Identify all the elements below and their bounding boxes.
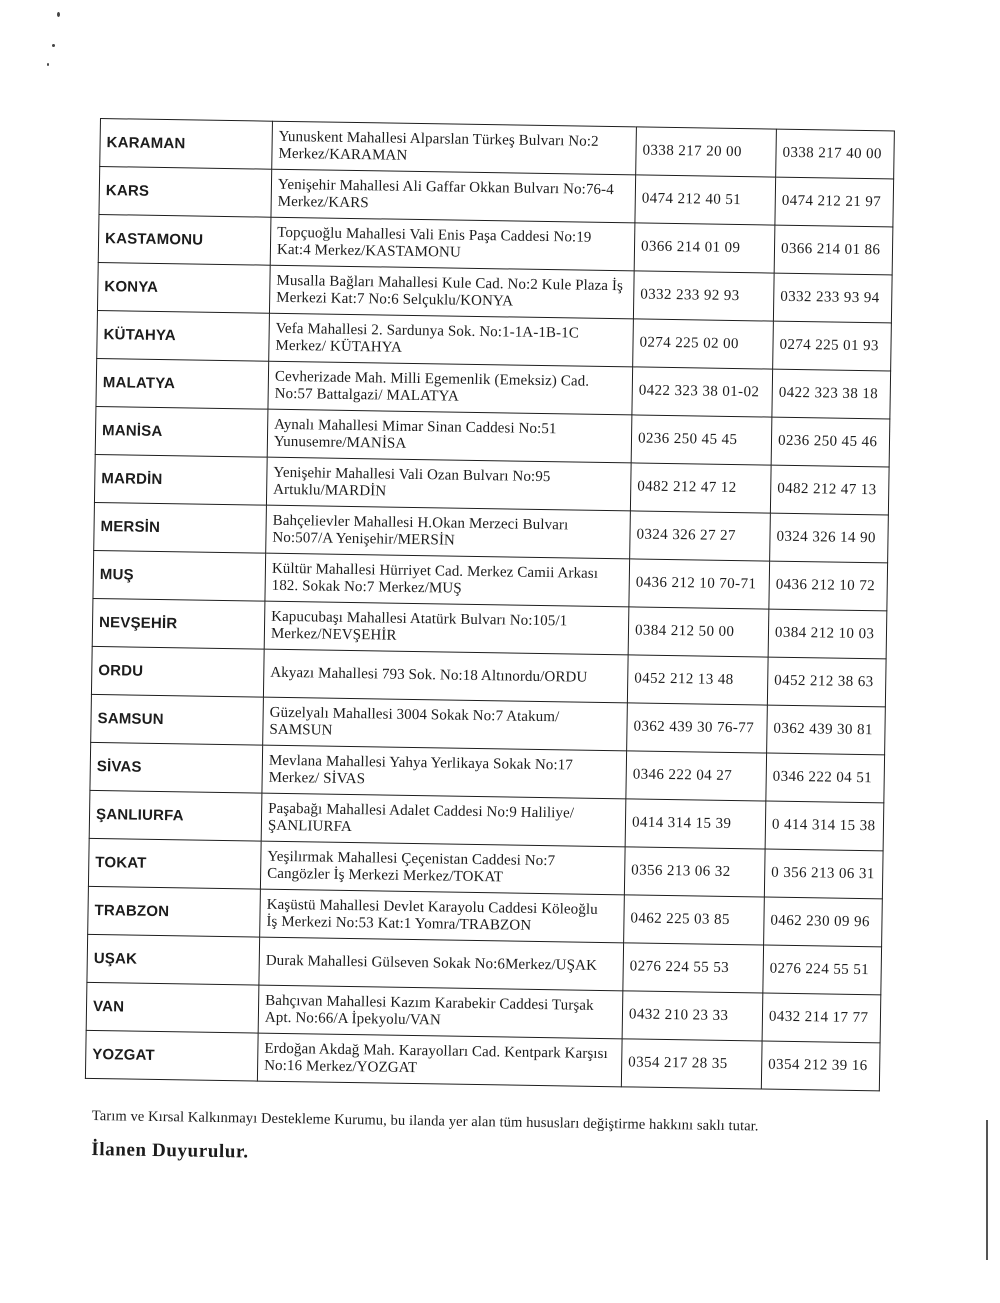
province-cell [93, 550, 266, 601]
province-cell [99, 167, 272, 218]
fax-cell [765, 801, 884, 851]
province-cell [91, 694, 264, 745]
address-line-2: Cangözler İş Merkezi Merkez/TOKAT [267, 865, 504, 885]
address-line-1: Erdoğan Akdağ Mah. Karayolları Cad. Kentpark Karşısı [264, 1040, 608, 1062]
province-name: MANİSA [101, 422, 163, 441]
province-name: ORDU [98, 662, 144, 680]
phone-cell [624, 895, 765, 945]
fax-number: 0362 439 30 81 [773, 720, 873, 739]
address-cell [270, 217, 635, 271]
address-cell [260, 889, 625, 943]
fax-cell [762, 993, 881, 1043]
fax-cell [767, 657, 886, 707]
fax-cell [770, 513, 889, 563]
address-line-1: Cevherizade Mah. Milli Egemenlik (Emeksiz) Cad. [274, 368, 590, 390]
address-cell [258, 985, 623, 1039]
phone-cell [633, 319, 774, 369]
fax-cell [767, 705, 886, 755]
phone-number: 0276 224 55 53 [629, 958, 730, 976]
address-line-2: Merkez/KARAMAN [278, 145, 408, 164]
address-line-2: Merkezi Kat:7 No:6 Selçuklu/KONYA [276, 289, 514, 310]
phone-cell [633, 271, 774, 321]
address-line-1: Topçuoğlu Mahallesi Vali Enis Paşa Caddesi No:19 [277, 224, 592, 246]
province-name: ŞANLIURFA [95, 806, 184, 825]
province-cell [100, 119, 273, 170]
address-cell [260, 841, 625, 895]
address-cell [272, 121, 637, 175]
fax-number: 0366 214 01 86 [780, 240, 881, 259]
phone-number: 0324 326 27 27 [636, 526, 736, 545]
fax-number: 0384 212 10 03 [774, 624, 875, 643]
phone-cell [630, 511, 771, 561]
address-line-1: Aynalı Mahallesi Mimar Sinan Caddesi No:51 [274, 416, 557, 437]
phone-number: 0384 212 50 00 [634, 622, 735, 641]
fax-number: 0462 230 09 96 [770, 912, 870, 931]
province-cell [98, 214, 271, 265]
address-cell [261, 793, 626, 847]
phone-number: 0452 212 13 48 [634, 670, 734, 689]
fax-number: 0354 212 39 16 [768, 1056, 868, 1075]
address-line-2: SAMSUN [269, 721, 333, 739]
scan-speck [47, 63, 49, 66]
address-cell [269, 313, 634, 367]
fax-cell [764, 897, 883, 947]
province-name: KARAMAN [106, 134, 186, 153]
phone-cell [629, 559, 770, 609]
phone-cell [623, 943, 764, 993]
phone-cell [630, 463, 771, 513]
fax-number: 0474 212 21 97 [781, 192, 882, 211]
phone-cell [628, 607, 769, 657]
scan-speck [57, 12, 60, 17]
fax-cell [771, 417, 890, 467]
fax-number: 0452 212 38 63 [774, 672, 874, 691]
address-line-2: No:16 Merkez/YOZGAT [264, 1057, 418, 1076]
office-table-container [85, 118, 912, 1092]
phone-number: 0338 217 20 00 [642, 142, 743, 161]
fax-cell [769, 561, 888, 611]
fax-number: 0346 222 04 51 [772, 768, 873, 787]
province-name: MUŞ [99, 566, 134, 584]
phone-number: 0332 233 92 93 [640, 286, 740, 305]
phone-cell [632, 367, 773, 417]
address-line-1: Mevlana Mahallesi Yahya Yerlikaya Sokak No:17 [268, 752, 574, 774]
address-line-2: ŞANLIURFA [267, 817, 352, 835]
address-line-1: Yenişehir Mahallesi Vali Ozan Bulvarı No:95 [273, 464, 551, 485]
footer-note: Tarım ve Kırsal Kalkınmayı Destekleme Kurumu, bu ilanda yer alan tüm hususları değiştirme hakkını saklı tutar. [91, 1108, 759, 1135]
phone-number: 0422 323 38 01-02 [638, 382, 760, 401]
fax-number: 0482 212 47 13 [777, 480, 877, 499]
province-cell [94, 454, 267, 505]
address-line-2: Yunusemre/MANİSA [273, 433, 407, 452]
address-cell [264, 601, 629, 655]
address-cell [259, 937, 624, 991]
address-line-2: Merkez/ KÜTAHYA [275, 337, 403, 356]
province-name: SAMSUN [97, 710, 164, 729]
address-cell [265, 553, 630, 607]
address-cell [271, 169, 636, 223]
address-line-1: Musalla Bağları Mahallesi Kule Cad. No:2 Kule Plaza İş [276, 272, 624, 294]
phone-number: 0474 212 40 51 [641, 190, 742, 209]
province-cell [92, 598, 265, 649]
province-cell [86, 982, 259, 1033]
phone-number: 0432 210 23 33 [628, 1006, 729, 1024]
fax-cell [770, 465, 889, 515]
province-name: MALATYA [102, 374, 176, 393]
province-cell [91, 646, 264, 697]
address-line-2: 182. Sokak No:7 Merkez/MUŞ [271, 577, 462, 597]
province-name: VAN [92, 998, 125, 1016]
address-line-1: Yeşilırmak Mahallesi Çeçenistan Caddesi No:7 [267, 848, 556, 869]
phone-cell [634, 223, 775, 273]
phone-cell [622, 991, 763, 1041]
address-cell [269, 265, 634, 319]
phone-cell [636, 127, 777, 177]
province-cell [94, 502, 267, 553]
phone-cell [635, 175, 776, 225]
province-name: SİVAS [96, 758, 142, 776]
province-name: TOKAT [95, 854, 147, 872]
address-line-2: Artuklu/MARDİN [273, 481, 387, 500]
fax-cell [761, 1041, 880, 1091]
province-cell [97, 310, 270, 361]
province-name: YOZGAT [92, 1045, 156, 1064]
phone-number: 0236 250 45 45 [637, 430, 738, 449]
address-line-2: Apt. No:66/A İpekyolu/VAN [264, 1009, 441, 1028]
fax-cell [774, 225, 893, 275]
fax-number: 0276 224 55 51 [769, 960, 870, 979]
address-line-1: Vefa Mahallesi 2. Sardunya Sok. No:1-1A-1B-1C [275, 320, 580, 342]
address-line-1: Bahçıvan Mahallesi Kazım Karabekir Caddesi Turşak [265, 992, 594, 1014]
phone-number: 0414 314 15 39 [631, 814, 732, 833]
address-line-1: Güzelyalı Mahallesi 3004 Sokak No:7 Atakum/ [269, 704, 560, 725]
address-cell [257, 1033, 622, 1087]
scan-edge-line [986, 1120, 988, 1260]
phone-number: 0346 222 04 27 [632, 766, 733, 785]
address-cell [267, 409, 632, 463]
phone-number: 0354 217 28 35 [628, 1054, 728, 1072]
announcement-title: İlanen Duyurulur. [91, 1138, 249, 1163]
address-line-1: Paşabağı Mahallesi Adalet Caddesi No:9 Haliliye/ [268, 800, 575, 822]
fax-number: 0332 233 93 94 [780, 288, 880, 307]
address-cell [268, 361, 633, 415]
address-cell [263, 649, 628, 703]
address-line-2: Merkez/NEVŞEHİR [270, 625, 397, 644]
phone-number: 0356 213 06 32 [631, 862, 731, 880]
province-cell [88, 838, 261, 889]
fax-cell [775, 177, 894, 227]
fax-cell [764, 849, 883, 899]
phone-number: 0482 212 47 12 [637, 478, 737, 497]
office-table-body [85, 119, 894, 1091]
province-name: KASTAMONU [104, 230, 204, 249]
phone-number: 0366 214 01 09 [640, 238, 741, 257]
province-name: MERSİN [100, 518, 161, 536]
fax-number: 0236 250 45 46 [777, 432, 878, 451]
address-line-1: Bahçelievler Mahallesi H.Okan Merzeci Bulvarı [272, 512, 569, 533]
office-table [85, 118, 895, 1091]
province-cell [95, 406, 268, 457]
phone-cell [624, 847, 765, 897]
phone-cell [621, 1039, 762, 1089]
address-line-1: Yenişehir Mahallesi Ali Gaffar Okkan Bulvarı No:76-4 [277, 176, 614, 198]
province-name: NEVŞEHİR [98, 614, 178, 633]
fax-number: 0338 217 40 00 [782, 144, 883, 163]
address-line-1: Yunuskent Mahallesi Alparslan Türkeş Bulvarı No:2 [278, 128, 599, 150]
fax-cell [763, 945, 882, 995]
province-cell [96, 358, 269, 409]
fax-cell [776, 129, 895, 179]
phone-number: 0362 439 30 76-77 [633, 718, 755, 737]
phone-number: 0274 225 02 00 [639, 334, 740, 353]
fax-number: 0324 326 14 90 [776, 528, 876, 547]
fax-number: 0 414 314 15 38 [771, 816, 876, 835]
address-line-2: Merkez/KARS [277, 193, 369, 211]
phone-number: 0462 225 03 85 [630, 910, 730, 928]
province-cell [89, 790, 262, 841]
fax-number: 0 356 213 06 31 [771, 864, 875, 883]
province-name: KÜTAHYA [103, 326, 176, 345]
fax-number: 0274 225 01 93 [779, 336, 879, 355]
fax-number: 0422 323 38 18 [778, 384, 879, 403]
phone-number: 0436 212 10 70-71 [635, 574, 757, 593]
scan-speck [52, 44, 55, 47]
address-line-2: No:507/A Yenişehir/MERSİN [272, 529, 456, 549]
fax-number: 0432 214 17 77 [768, 1008, 869, 1027]
address-line-1: Kaşüstü Mahallesi Devlet Karayolu Caddesi Köleoğlu [266, 896, 598, 918]
phone-cell [631, 415, 772, 465]
footer [91, 1108, 892, 1174]
province-cell [85, 1030, 258, 1081]
address-line-1: Durak Mahallesi Gülseven Sokak No:6Merkez/UŞAK [265, 952, 598, 974]
fax-cell [766, 753, 885, 803]
address-cell [263, 697, 628, 751]
fax-cell [773, 273, 892, 323]
address-line-2: Merkez/ SİVAS [268, 769, 366, 787]
phone-cell [627, 655, 768, 705]
address-cell [266, 457, 631, 511]
address-line-2: Kat:4 Merkez/KASTAMONU [276, 241, 461, 261]
province-name: TRABZON [94, 902, 170, 921]
province-name: MARDİN [101, 470, 163, 489]
address-line-1: Kapucubaşı Mahallesi Atatürk Bulvarı No:105/1 [271, 608, 568, 629]
province-name: KARS [105, 182, 150, 200]
phone-cell [626, 751, 767, 801]
province-name: KONYA [104, 278, 159, 296]
address-line-2: İş Merkezi No:53 Kat:1 Yomra/TRABZON [266, 913, 532, 934]
phone-cell [625, 799, 766, 849]
province-name: UŞAK [93, 950, 138, 968]
address-line-1: Akyazı Mahallesi 793 Sok. No:18 Altınordu/ORDU [270, 664, 588, 686]
province-cell [90, 742, 263, 793]
fax-cell [768, 609, 887, 659]
address-cell [266, 505, 631, 559]
fax-number: 0436 212 10 72 [775, 576, 876, 595]
address-cell [262, 745, 627, 799]
province-cell [87, 934, 260, 985]
phone-cell [627, 703, 768, 753]
address-line-2: No:57 Battalgazi/ MALATYA [274, 385, 459, 405]
province-cell [88, 886, 261, 937]
province-cell [97, 262, 270, 313]
address-line-1: Kültür Mahallesi Hürriyet Cad. Merkez Camii Arkası [271, 560, 599, 582]
fax-cell [773, 321, 892, 371]
fax-cell [772, 369, 891, 419]
